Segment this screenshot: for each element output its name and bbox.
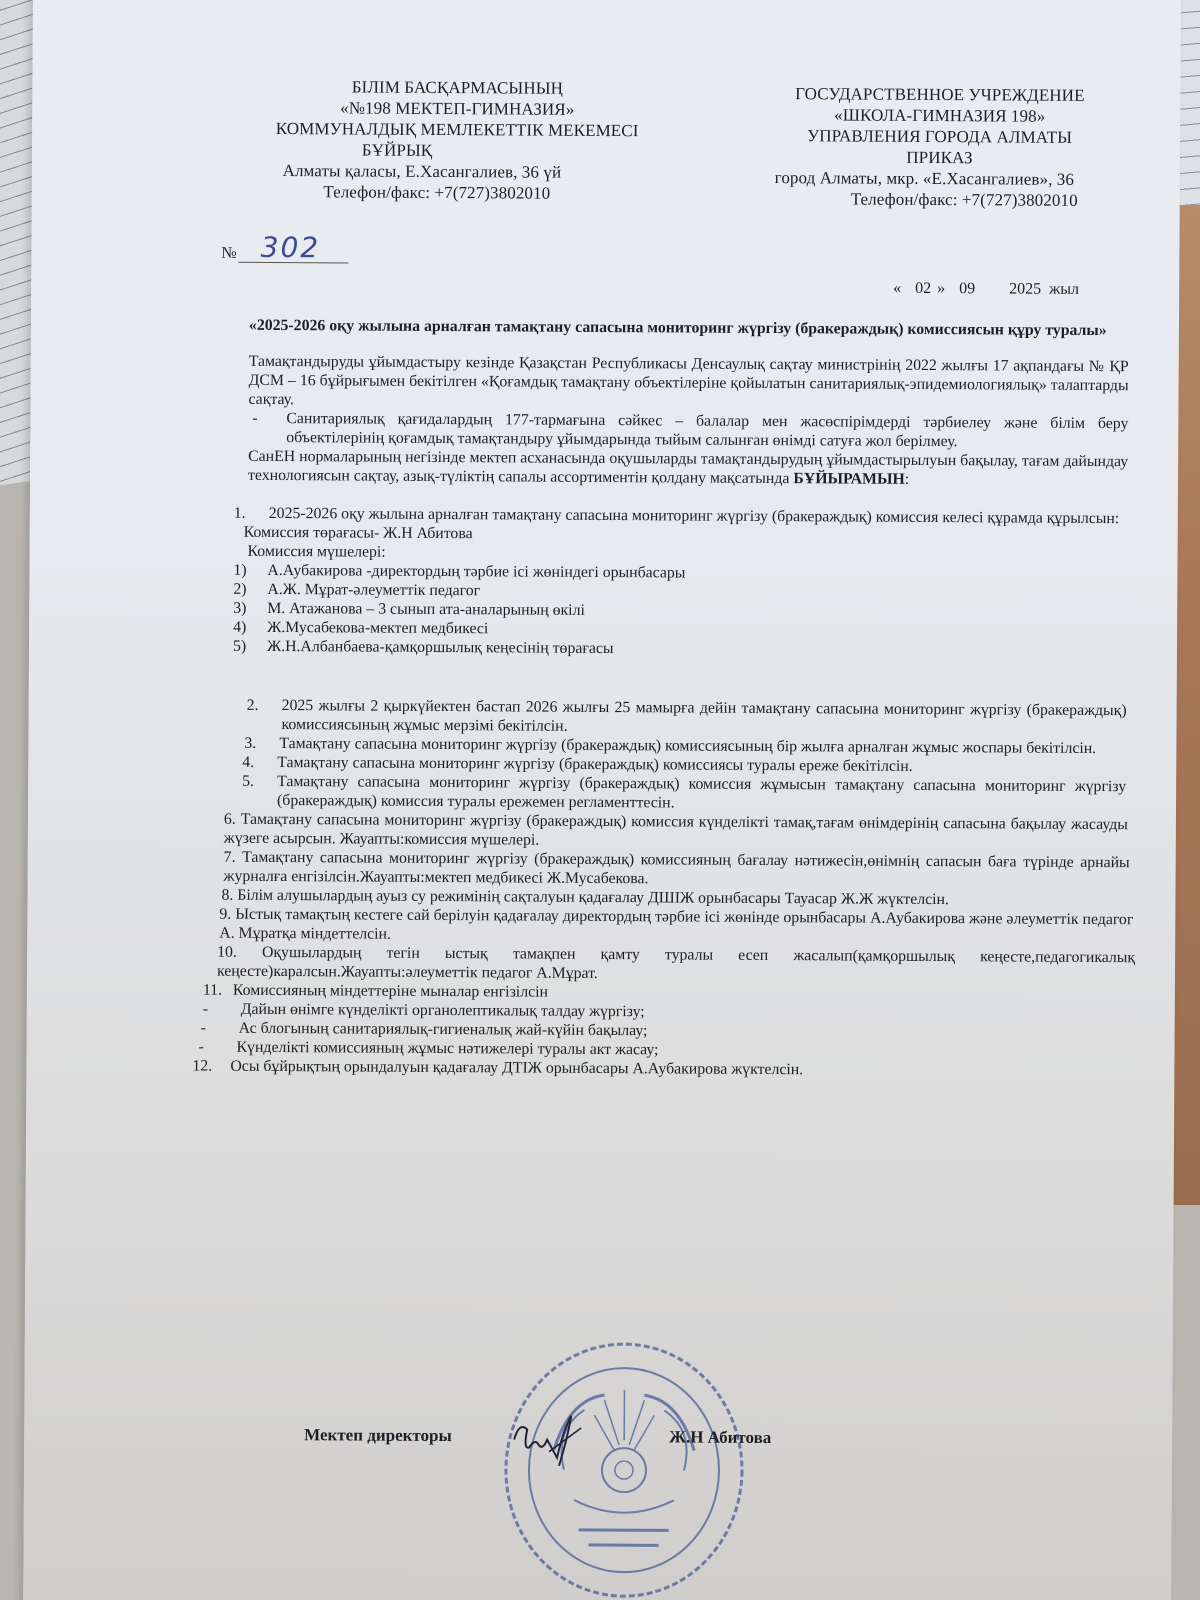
member-number: 3): [233, 599, 247, 617]
header-russian: [737, 83, 1143, 211]
member-text: М. Атажанова – 3 сынып ата-аналарының өкілі: [267, 599, 585, 619]
date-day: 02: [915, 279, 932, 298]
item-text: Осы бұйрықтың орындалуын қадағалау ДТІЖ орынбасары А.Аубакирова жүктелсін.: [230, 1057, 804, 1079]
header-line: КОММУНАЛДЫҚ МЕМЛЕКЕТТІК МЕКЕМЕСІ: [275, 118, 639, 141]
item-number: 5.: [242, 772, 255, 790]
preamble-text: СанЕН нормаларының негізінде мектеп асханасында оқушыларды тамақтандырудың ұйымдастырылуын бақылау, тағам дайындау технологиясын сақтау, азық-түліктің сапалы ассортиментін қолдану мақсатында: [247, 447, 1129, 488]
order-item-7: [224, 848, 1130, 892]
member-number: 1): [233, 561, 247, 579]
header-line: УПРАВЛЕНИЯ ГОРОДА АЛМАТЫ: [807, 126, 1073, 147]
member-text: А.Ж. Мұрат-әлеуметтік педагог: [267, 580, 481, 600]
item-number: 6.: [223, 810, 236, 828]
item-number: 9.: [219, 905, 232, 923]
signatory-role: Мектеп директоры: [304, 1425, 452, 1446]
header-line: БІЛІМ БАСҚАРМАСЫНЫҢ: [351, 77, 564, 98]
order-item-6: [224, 810, 1128, 854]
signatory-name: Ж.Н Абитова: [669, 1427, 772, 1448]
item-number: 10.: [217, 943, 237, 961]
member-number: 2): [233, 580, 247, 598]
date-year: 2025 жыл: [1009, 280, 1080, 298]
header-kazakh: [227, 76, 688, 205]
quote-open: «: [893, 279, 902, 297]
address-ru: город Алматы, мкр. «Е.Хасангалиев», 36: [774, 168, 1075, 189]
phone-ru: Телефон/факс: +7(727)3802010: [850, 189, 1078, 210]
colon: :: [904, 470, 910, 488]
member-number: 5): [232, 637, 247, 655]
order-type-kz: БҰЙРЫҚ: [361, 140, 433, 160]
preamble-order-paragraph: [248, 447, 1128, 490]
order-date: [893, 280, 1085, 299]
address-kz: Алматы қаласы, Е.Хасангалиев, 36 үй: [282, 161, 562, 182]
order-item-9: [219, 905, 1133, 949]
members-label: Комиссия мүшелері:: [247, 542, 386, 561]
item-number: 11.: [202, 981, 223, 999]
item-text: 2025-2026 оқу жылына арналған тамақтану сапасына мониторинг жүргізу (бракераждық) комиссия келесі құрамда құрылсын:: [268, 504, 1120, 528]
item-text: 2025 жылғы 2 қыркүйектен бастап 2026 жылғы 25 мамырға дейін тамақтану сапасына мониторинг жүргізу (бракераждық) комиссиясының жұмыс мерзімі бекітілсін.: [281, 697, 1127, 735]
header-line: «ШКОЛА-ГИМНАЗИЯ 198»: [834, 105, 1046, 126]
duty-item: - Дайын өнімге күнделікті органолептикалық талдау жүргізу;: [199, 1000, 1125, 1025]
item-number: 1.: [233, 504, 246, 522]
order-number: [221, 230, 348, 265]
handwritten-number: 302: [260, 230, 321, 265]
item-text: Білім алушылардың ауыз су режимінің сақталуын қадағалау ДШІЖ орынбасары Тауасар Ж.Ж жүктелсін.: [237, 886, 950, 909]
document-body: [192, 316, 1136, 1081]
duty-item: - Күнделікті комиссияның жұмыс нәтижелері туралы акт жасау;: [194, 1038, 1124, 1063]
item-text: Тамақтану сапасына мониторинг жүргізу (бракераждық) комиссия жұмысын тамақтану сапасына мониторинг жүргізу (бракераждық) комиссия туралы ережемен регламенттесін.: [276, 773, 1127, 812]
item-text: Тамақтану сапасына мониторинг жүргізу (бракераждық) комиссиясы туралы ереже бекітілсін.: [277, 754, 913, 775]
number-field: [239, 230, 349, 265]
item-number: 2.: [246, 696, 259, 714]
item-number: 3.: [244, 734, 257, 752]
date-month: 09: [959, 280, 976, 298]
item-text: Оқушылардың тегін ыстық тамақпен қамту туралы есеп жасалып(қамқоршылық кеңесте,педагогикалық кеңесте)каралсын.Жауапты:әлеуметтік педагог А.Мұрат.: [216, 943, 1136, 982]
quote-close: »: [937, 280, 946, 298]
order-item-5: [242, 772, 1126, 815]
order-item-10: [217, 943, 1135, 987]
document-title: «2025-2026 оқу жылына арналған тамақтану сапасына мониторинг жүргізу (бракераждық) комиссиясын құру туралы»: [248, 316, 1107, 340]
header-line: ГОСУДАРСТВЕННОЕ УЧРЕЖДЕНИЕ: [795, 84, 1085, 105]
member-text: А.Аубакирова -директордың тәрбие ісі жөніндегі орынбасары: [267, 561, 686, 582]
member-text: Ж.Мусабекова-мектеп медбикесі: [267, 618, 489, 638]
item-number: 7.: [223, 848, 236, 866]
item-text: Тамақтану сапасына мониторинг жүргізу (бракераждық) комиссияның бағалау нәтижесін,өнімнің сапасын баға түрінде арнайы журналға енгізілсін.Жауапты:мектеп медбикесі Ж.Мусабекова.: [223, 848, 1130, 888]
commission-chair: Комиссия төрағасы- Ж.Н Абитова: [243, 523, 473, 543]
preamble-paragraph: Тамақтандыруды ұйымдастыру кезінде Қазақстан Республикасы Денсаулық сақтау министрінің 2022 жылғы 17 ақпандағы № ҚР ДСМ – 16 бұйрығымен бекітілген «Қоғамдық тамақтану объектілеріне қойылатын санитариялық-эпидемиологиялық» талаптарды сақтау.: [248, 352, 1129, 409]
item-text: Тамақтану сапасына мониторинг жүргізу (бракераждық) комиссиясының бір жылға арналған жұмыс жоспары бекітілсін.: [279, 735, 1097, 758]
item-number: 8.: [221, 886, 234, 904]
member-text: Ж.Н.Албанбаева-қамқоршылық кеңесінің төрағасы: [266, 637, 614, 658]
order-type-ru: ПРИКАЗ: [906, 147, 973, 168]
header-line: «№198 МЕКТЕП-ГИМНАЗИЯ»: [340, 98, 575, 119]
document-page: [23, 0, 1181, 1600]
item-number: 4.: [242, 753, 255, 771]
order-keyword: БҰЙЫРАМЫН: [793, 470, 905, 488]
signature-block: [304, 1425, 804, 1448]
order-item-2: [246, 696, 1126, 739]
item-number: 12.: [192, 1057, 213, 1075]
item-text: Тамақтану сапасына мониторинг жүргізу (бракераждық) комиссия күнделікті тамақ,тағам өнімдерінің сапасына бақылау жасауды жүзеге асырсын. Жауапты:комиссия мүшелері.: [223, 810, 1128, 849]
item-text: Ыстық тамақтың кестеге сай берілуін қадағалау директордың тәрбие ісі жөнінде орынбасары А.Аубакирова және әлеуметтік педагог А. Мұратқа міндеттелсін.: [219, 905, 1134, 943]
number-sign: №: [221, 244, 237, 262]
preamble-dash-item: - Санитариялық қағидалардың 177-тармағына сәйкес – балалар мен жасөспірімдерді тәрбиелеу және білім беру объектілерінің қоғамдық тамақтандыру ұйымдарында тыйым салынған өнімді сатуға жол берілмеу.: [248, 409, 1128, 452]
duty-item: - Ас блогының санитариялық-гигиеналық жай-күйін бақылау;: [197, 1019, 1125, 1044]
phone-kz: Телефон/факс: +7(727)3802010: [323, 182, 551, 203]
item-text: Комиссияның міндеттеріне мыналар енгізілсін: [232, 981, 549, 1001]
member-number: 4): [233, 618, 247, 636]
